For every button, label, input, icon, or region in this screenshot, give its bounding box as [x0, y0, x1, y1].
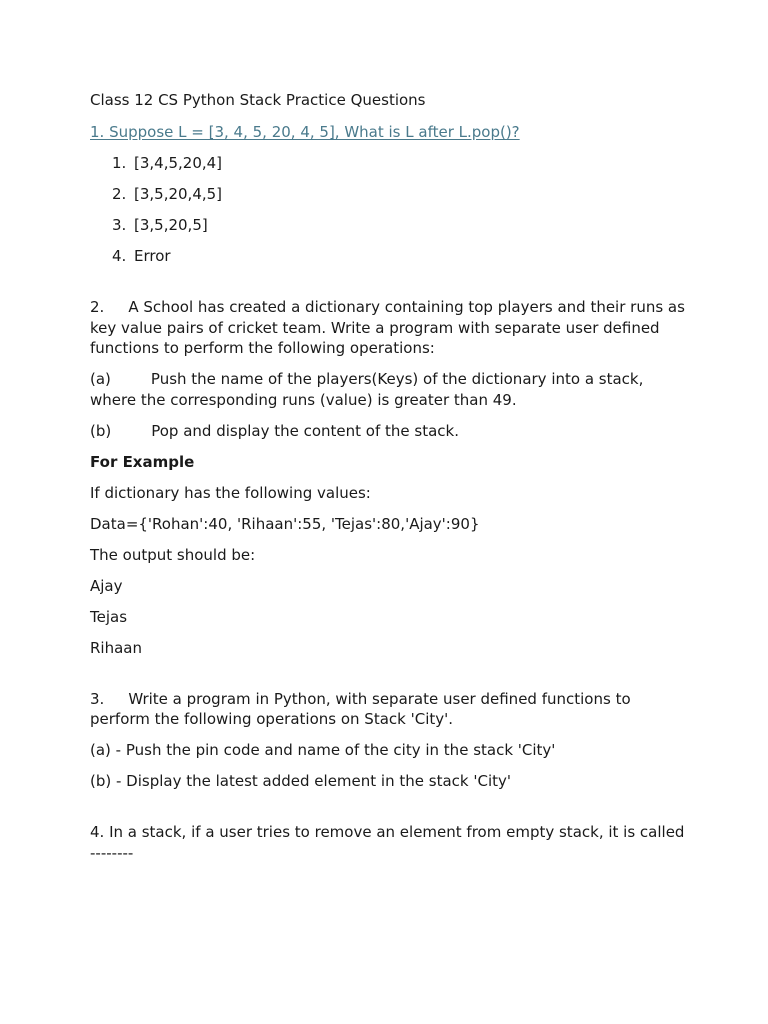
option-number: 1. [112, 154, 127, 172]
question-4-text: 4. In a stack, if a user tries to remove an element from empty stack, it is called -------- [90, 823, 685, 862]
option-number: 2. [112, 185, 127, 203]
question-3-body: Write a program in Python, with separate user defined functions to perform the following operations on Stack 'City'. [90, 689, 631, 728]
output-intro: The output should be: [90, 545, 256, 564]
option-text: [3,4,5,20,4] [134, 154, 223, 172]
question-2-text [90, 297, 690, 359]
question-2-part-b [90, 421, 690, 442]
part-b-label: (b) [90, 421, 112, 440]
output-line: Rihaan [90, 638, 142, 657]
option-1 [112, 153, 690, 174]
option-text: [3,5,20,5] [134, 216, 208, 234]
option-text: [3,5,20,4,5] [134, 185, 223, 203]
document-title: Class 12 CS Python Stack Practice Questions [90, 91, 426, 109]
question-2-number: 2. [90, 298, 105, 316]
part-a-text: Push the name of the players(Keys) of the dictionary into a stack, where the corresponding runs (value) is greater than 49. [90, 370, 644, 409]
option-text: Error [134, 247, 171, 265]
example-data: Data={'Rohan':40, 'Rihaan':55, 'Tejas':80,'Ajay':90} [90, 514, 480, 533]
example-intro: If dictionary has the following values: [90, 483, 371, 502]
question-2-body: A School has created a dictionary containing top players and their runs as key value pairs of cricket team. Write a program with separate user defined functions to perform the following operations: [90, 298, 685, 357]
part-b-text: Pop and display the content of the stack. [151, 421, 460, 440]
output-line: Ajay [90, 576, 123, 595]
question-1-link[interactable]: 1. Suppose L = [3, 4, 5, 20, 4, 5], What is L after L.pop()? [90, 122, 520, 141]
option-2 [112, 184, 690, 205]
question-3-number: 3. [90, 689, 105, 708]
part-a-label: (a) [90, 370, 111, 388]
option-4 [112, 246, 690, 267]
question-3-part-b: (b) - Display the latest added element in the stack 'City' [90, 772, 511, 790]
section-gap [90, 669, 690, 689]
section-gap [90, 802, 690, 822]
question-2-part-a [90, 369, 690, 410]
question-3-text [90, 689, 690, 730]
section-gap [90, 277, 690, 297]
option-number: 3. [112, 216, 127, 234]
document-page [90, 90, 690, 874]
output-line: Tejas [90, 607, 128, 626]
example-heading: For Example [90, 452, 195, 471]
option-3 [112, 215, 690, 236]
question-1-options [90, 153, 690, 267]
question-3-part-a: (a) - Push the pin code and name of the city in the stack 'City' [90, 741, 556, 759]
option-number: 4. [112, 247, 127, 265]
